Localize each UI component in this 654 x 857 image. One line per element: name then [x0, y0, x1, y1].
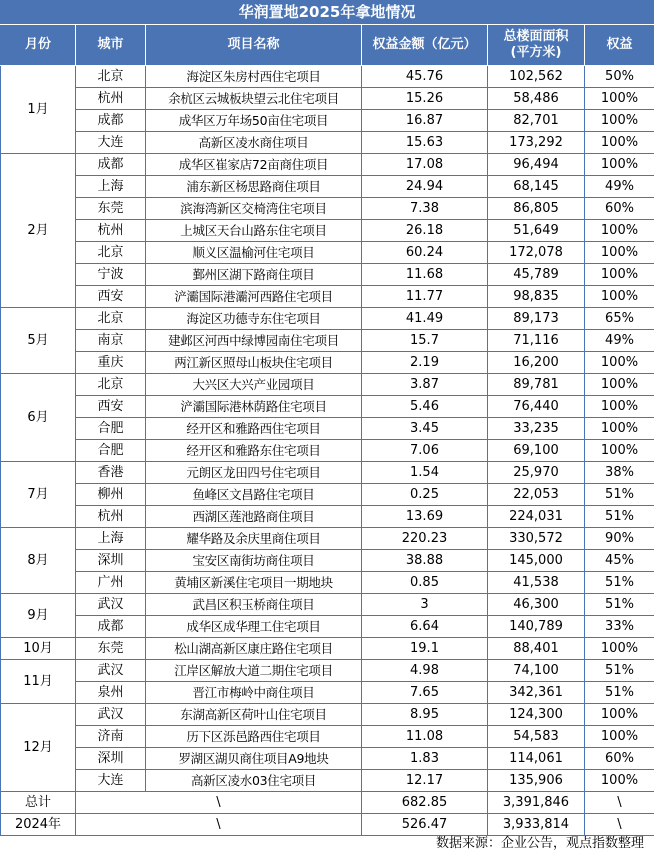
table-row	[1, 528, 654, 550]
amount-cell: 13.69	[362, 506, 488, 528]
amount-cell: 45.76	[362, 66, 488, 88]
amount-cell: 2.19	[362, 352, 488, 374]
area-cell: 82,701	[488, 110, 585, 132]
project-name-cell: 江岸区解放大道二期住宅项目	[146, 660, 362, 682]
city-cell: 西安	[76, 396, 146, 418]
table-row	[1, 462, 654, 484]
table-row	[1, 220, 654, 242]
table-title: 华润置地2025年拿地情况	[0, 0, 654, 24]
summary-area-cell: 3,391,846	[488, 792, 585, 814]
table-row	[1, 396, 654, 418]
table-row	[1, 352, 654, 374]
city-cell: 上海	[76, 528, 146, 550]
project-name-cell: 成华区万年场50亩住宅项目	[146, 110, 362, 132]
amount-cell: 0.85	[362, 572, 488, 594]
summary-label-cell: 2024年	[1, 814, 76, 836]
table-row	[1, 176, 654, 198]
equity-cell: 51%	[585, 484, 654, 506]
project-name-cell: 宝安区南街坊商住项目	[146, 550, 362, 572]
project-name-cell: 浐灞国际港林荫路住宅项目	[146, 396, 362, 418]
equity-cell: 100%	[585, 110, 654, 132]
summary-row	[1, 814, 654, 836]
equity-cell: 100%	[585, 396, 654, 418]
header-area-line1: 总楼面面积	[503, 29, 569, 44]
amount-cell: 12.17	[362, 770, 488, 792]
amount-cell: 16.87	[362, 110, 488, 132]
city-cell: 杭州	[76, 506, 146, 528]
city-cell: 柳州	[76, 484, 146, 506]
area-cell: 102,562	[488, 66, 585, 88]
city-cell: 杭州	[76, 220, 146, 242]
city-cell: 东莞	[76, 198, 146, 220]
city-cell: 武汉	[76, 594, 146, 616]
amount-cell: 19.1	[362, 638, 488, 660]
area-cell: 54,583	[488, 726, 585, 748]
area-cell: 140,789	[488, 616, 585, 638]
project-name-cell: 罗湖区湖贝商住项目A9地块	[146, 748, 362, 770]
project-name-cell: 余杭区云城板块望云北住宅项目	[146, 88, 362, 110]
equity-cell: 100%	[585, 726, 654, 748]
area-cell: 46,300	[488, 594, 585, 616]
city-cell: 南京	[76, 330, 146, 352]
equity-cell: 38%	[585, 462, 654, 484]
area-cell: 16,200	[488, 352, 585, 374]
table-row	[1, 264, 654, 286]
project-name-cell: 元朗区龙田四号住宅项目	[146, 462, 362, 484]
amount-cell: 11.68	[362, 264, 488, 286]
area-cell: 96,494	[488, 154, 585, 176]
equity-cell: 49%	[585, 176, 654, 198]
equity-cell: 100%	[585, 154, 654, 176]
amount-cell: 0.25	[362, 484, 488, 506]
area-cell: 71,116	[488, 330, 585, 352]
project-name-cell: 上城区天台山路东住宅项目	[146, 220, 362, 242]
header-area	[488, 25, 585, 66]
city-cell: 北京	[76, 66, 146, 88]
equity-cell: 60%	[585, 198, 654, 220]
equity-cell: 100%	[585, 286, 654, 308]
city-cell: 济南	[76, 726, 146, 748]
amount-cell: 60.24	[362, 242, 488, 264]
area-cell: 172,078	[488, 242, 585, 264]
table-row	[1, 132, 654, 154]
city-cell: 大连	[76, 132, 146, 154]
city-cell: 北京	[76, 242, 146, 264]
project-name-cell: 经开区和雅路东住宅项目	[146, 440, 362, 462]
city-cell: 合肥	[76, 418, 146, 440]
summary-equity-cell: \	[585, 814, 654, 836]
header-city: 城市	[76, 25, 146, 66]
month-cell: 2月	[1, 154, 76, 308]
area-cell: 330,572	[488, 528, 585, 550]
area-cell: 69,100	[488, 440, 585, 462]
amount-cell: 15.7	[362, 330, 488, 352]
amount-cell: 11.08	[362, 726, 488, 748]
month-cell: 12月	[1, 704, 76, 792]
equity-cell: 100%	[585, 770, 654, 792]
equity-cell: 51%	[585, 594, 654, 616]
area-cell: 33,235	[488, 418, 585, 440]
area-cell: 88,401	[488, 638, 585, 660]
summary-placeholder-cell: \	[76, 814, 362, 836]
table-row	[1, 682, 654, 704]
table-row	[1, 286, 654, 308]
project-name-cell: 高新区凌水商住项目	[146, 132, 362, 154]
summary-row	[1, 792, 654, 814]
area-cell: 86,805	[488, 198, 585, 220]
project-name-cell: 海淀区功德寺东住宅项目	[146, 308, 362, 330]
month-cell: 7月	[1, 462, 76, 528]
month-cell: 10月	[1, 638, 76, 660]
table-row	[1, 726, 654, 748]
project-name-cell: 高新区凌水03住宅项目	[146, 770, 362, 792]
header-area-line2: (平方米)	[510, 45, 562, 60]
equity-cell: 100%	[585, 704, 654, 726]
equity-cell: 51%	[585, 572, 654, 594]
amount-cell: 15.63	[362, 132, 488, 154]
month-cell: 8月	[1, 528, 76, 594]
project-name-cell: 东湖高新区荷叶山住宅项目	[146, 704, 362, 726]
table-row	[1, 616, 654, 638]
amount-cell: 1.83	[362, 748, 488, 770]
city-cell: 北京	[76, 374, 146, 396]
project-name-cell: 成华区成华理工住宅项目	[146, 616, 362, 638]
project-name-cell: 两江新区照母山板块住宅项目	[146, 352, 362, 374]
city-cell: 武汉	[76, 660, 146, 682]
equity-cell: 60%	[585, 748, 654, 770]
equity-cell: 100%	[585, 88, 654, 110]
equity-cell: 100%	[585, 440, 654, 462]
table-row	[1, 506, 654, 528]
area-cell: 58,486	[488, 88, 585, 110]
project-name-cell: 浦东新区杨思路商住项目	[146, 176, 362, 198]
amount-cell: 15.26	[362, 88, 488, 110]
project-name-cell: 晋江市梅岭中商住项目	[146, 682, 362, 704]
project-name-cell: 西湖区莲池路商住项目	[146, 506, 362, 528]
project-name-cell: 黄埔区新溪住宅项目一期地块	[146, 572, 362, 594]
city-cell: 合肥	[76, 440, 146, 462]
table-row	[1, 418, 654, 440]
amount-cell: 17.08	[362, 154, 488, 176]
area-cell: 224,031	[488, 506, 585, 528]
equity-cell: 50%	[585, 66, 654, 88]
table-row	[1, 110, 654, 132]
land-acquisition-table	[0, 24, 654, 836]
table-row	[1, 484, 654, 506]
amount-cell: 1.54	[362, 462, 488, 484]
area-cell: 135,906	[488, 770, 585, 792]
area-cell: 74,100	[488, 660, 585, 682]
equity-cell: 100%	[585, 132, 654, 154]
table-row	[1, 638, 654, 660]
city-cell: 宁波	[76, 264, 146, 286]
area-cell: 342,361	[488, 682, 585, 704]
summary-area-cell: 3,933,814	[488, 814, 585, 836]
city-cell: 成都	[76, 616, 146, 638]
city-cell: 重庆	[76, 352, 146, 374]
project-name-cell: 成华区崔家店72亩商住项目	[146, 154, 362, 176]
equity-cell: 51%	[585, 506, 654, 528]
project-name-cell: 松山湖高新区康庄路住宅项目	[146, 638, 362, 660]
project-name-cell: 滨海湾新区交椅湾住宅项目	[146, 198, 362, 220]
table-row	[1, 770, 654, 792]
table-row	[1, 374, 654, 396]
table-row	[1, 66, 654, 88]
area-cell: 51,649	[488, 220, 585, 242]
amount-cell: 220.23	[362, 528, 488, 550]
header-equity: 权益	[585, 25, 654, 66]
amount-cell: 41.49	[362, 308, 488, 330]
equity-cell: 100%	[585, 374, 654, 396]
amount-cell: 24.94	[362, 176, 488, 198]
area-cell: 41,538	[488, 572, 585, 594]
summary-label-cell: 总计	[1, 792, 76, 814]
table-row	[1, 154, 654, 176]
amount-cell: 6.64	[362, 616, 488, 638]
summary-placeholder-cell: \	[76, 792, 362, 814]
project-name-cell: 大兴区大兴产业园项目	[146, 374, 362, 396]
amount-cell: 8.95	[362, 704, 488, 726]
table-row	[1, 572, 654, 594]
project-name-cell: 经开区和雅路西住宅项目	[146, 418, 362, 440]
equity-cell: 45%	[585, 550, 654, 572]
table-row	[1, 330, 654, 352]
amount-cell: 26.18	[362, 220, 488, 242]
equity-cell: 100%	[585, 638, 654, 660]
equity-cell: 100%	[585, 242, 654, 264]
month-cell: 9月	[1, 594, 76, 638]
header-project: 项目名称	[146, 25, 362, 66]
summary-equity-cell: \	[585, 792, 654, 814]
project-name-cell: 鱼峰区文昌路住宅项目	[146, 484, 362, 506]
city-cell: 北京	[76, 308, 146, 330]
month-cell: 11月	[1, 660, 76, 704]
table-row	[1, 704, 654, 726]
equity-cell: 100%	[585, 220, 654, 242]
project-name-cell: 历下区泺邑路西住宅项目	[146, 726, 362, 748]
city-cell: 大连	[76, 770, 146, 792]
project-name-cell: 建邺区河西中绿博园南住宅项目	[146, 330, 362, 352]
table-row	[1, 748, 654, 770]
table-row	[1, 550, 654, 572]
area-cell: 22,053	[488, 484, 585, 506]
table-row	[1, 242, 654, 264]
project-name-cell: 浐灞国际港灞河西路住宅项目	[146, 286, 362, 308]
city-cell: 东莞	[76, 638, 146, 660]
project-name-cell: 海淀区朱房村西住宅项目	[146, 66, 362, 88]
area-cell: 68,145	[488, 176, 585, 198]
equity-cell: 65%	[585, 308, 654, 330]
equity-cell: 33%	[585, 616, 654, 638]
month-cell: 5月	[1, 308, 76, 374]
city-cell: 成都	[76, 110, 146, 132]
equity-cell: 51%	[585, 660, 654, 682]
amount-cell: 3.45	[362, 418, 488, 440]
summary-amount-cell: 526.47	[362, 814, 488, 836]
city-cell: 香港	[76, 462, 146, 484]
amount-cell: 38.88	[362, 550, 488, 572]
area-cell: 89,173	[488, 308, 585, 330]
table-row	[1, 308, 654, 330]
amount-cell: 3.87	[362, 374, 488, 396]
project-name-cell: 武昌区积玉桥商住项目	[146, 594, 362, 616]
month-cell: 1月	[1, 66, 76, 154]
area-cell: 89,781	[488, 374, 585, 396]
city-cell: 深圳	[76, 550, 146, 572]
equity-cell: 100%	[585, 264, 654, 286]
city-cell: 西安	[76, 286, 146, 308]
area-cell: 114,061	[488, 748, 585, 770]
equity-cell: 49%	[585, 330, 654, 352]
amount-cell: 11.77	[362, 286, 488, 308]
city-cell: 广州	[76, 572, 146, 594]
area-cell: 98,835	[488, 286, 585, 308]
amount-cell: 5.46	[362, 396, 488, 418]
area-cell: 45,789	[488, 264, 585, 286]
city-cell: 上海	[76, 176, 146, 198]
project-name-cell: 顺义区温榆河住宅项目	[146, 242, 362, 264]
area-cell: 145,000	[488, 550, 585, 572]
amount-cell: 4.98	[362, 660, 488, 682]
header-row	[1, 25, 654, 66]
data-source-note: 数据来源：企业公告，观点指数整理	[435, 836, 644, 851]
city-cell: 武汉	[76, 704, 146, 726]
table-row	[1, 594, 654, 616]
project-name-cell: 鄞州区湖下路商住项目	[146, 264, 362, 286]
month-cell: 6月	[1, 374, 76, 462]
header-month: 月份	[1, 25, 76, 66]
table-row	[1, 88, 654, 110]
equity-cell: 100%	[585, 418, 654, 440]
equity-cell: 100%	[585, 352, 654, 374]
amount-cell: 7.65	[362, 682, 488, 704]
header-amount: 权益金额（亿元）	[362, 25, 488, 66]
table-row	[1, 440, 654, 462]
area-cell: 173,292	[488, 132, 585, 154]
table-row	[1, 198, 654, 220]
city-cell: 深圳	[76, 748, 146, 770]
project-name-cell: 耀华路及余庆里商住项目	[146, 528, 362, 550]
area-cell: 25,970	[488, 462, 585, 484]
summary-amount-cell: 682.85	[362, 792, 488, 814]
city-cell: 杭州	[76, 88, 146, 110]
city-cell: 成都	[76, 154, 146, 176]
amount-cell: 7.38	[362, 198, 488, 220]
table-row	[1, 660, 654, 682]
area-cell: 124,300	[488, 704, 585, 726]
area-cell: 76,440	[488, 396, 585, 418]
amount-cell: 3	[362, 594, 488, 616]
amount-cell: 7.06	[362, 440, 488, 462]
city-cell: 泉州	[76, 682, 146, 704]
equity-cell: 51%	[585, 682, 654, 704]
equity-cell: 90%	[585, 528, 654, 550]
